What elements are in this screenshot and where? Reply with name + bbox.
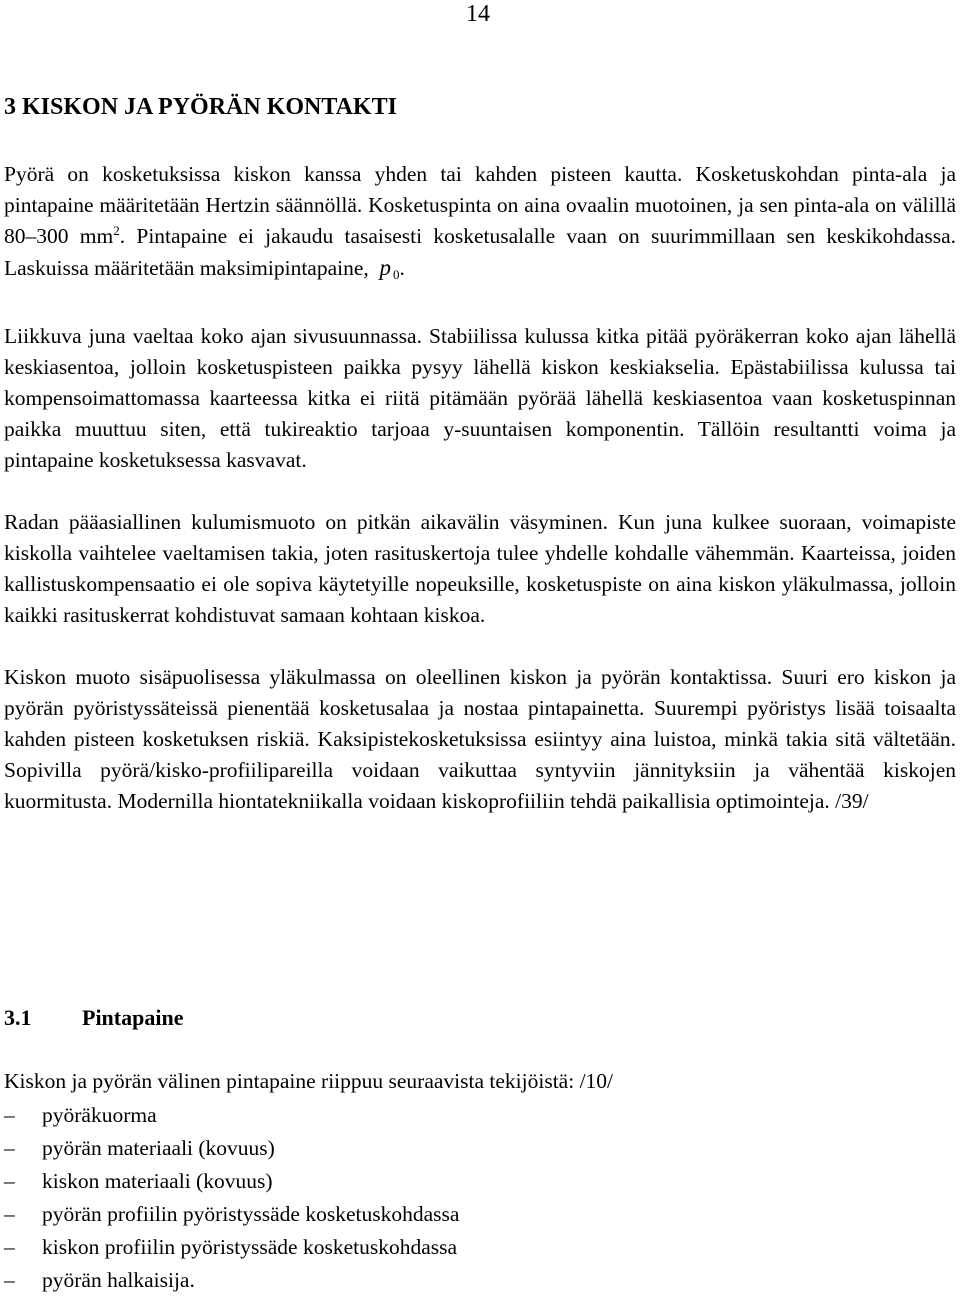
section-title: Pintapaine — [82, 1005, 184, 1030]
list-item — [4, 1231, 459, 1264]
section-number: 3.1 — [4, 1005, 32, 1030]
dash-bullet: – — [4, 1103, 15, 1127]
paragraph-contact — [4, 159, 956, 290]
list-item-text: kiskon materiaali (kovuus) — [42, 1169, 273, 1193]
dash-bullet: – — [4, 1169, 15, 1193]
dash-bullet: – — [4, 1202, 15, 1226]
paragraph-rail-shape: Kiskon muoto sisäpuolisessa yläkulmassa on oleellinen kiskon ja pyörän kontaktissa. Suuri ero kiskon ja pyörän pyöristyssäteissä pienentää kosketusalaa ja nostaa pintapainetta. Suurempi pyöristys lisää toisaalta kahden pisteen kosketuksen riskiä. Kaksipistekosketuksissa esiintyy aina luistoa, minkä takia sitä vältetään. Sopivilla pyörä/kisko-profiilipareilla voidaan vaikuttaa syntyviin jännityksiin ja vähentää kiskojen kuormitusta. Modernilla hiontatekniikalla voidaan kiskoprofiiliin tehdä paikallisia optimointeja. /39/ — [4, 665, 956, 813]
list-item-text: pyörän materiaali (kovuus) — [42, 1136, 275, 1160]
list-item — [4, 1099, 459, 1132]
paragraph-contact-text-1: Pyörä on kosketuksissa kiskon kanssa yhden tai kahden pisteen kautta. Kosketuskohdan pinta-ala ja pintapaine määritetään Hertzin säännöllä. Kosketuspinta on aina ovaalin muotoinen, ja sen pinta-ala on välillä 80–300 mm — [4, 162, 956, 248]
dash-bullet: – — [4, 1235, 15, 1259]
factor-list — [4, 1099, 459, 1297]
list-item — [4, 1198, 459, 1231]
paragraph-contact-text-2: . Pintapaine ei jakaudu tasaisesti kosketusalalle vaan on suurimmillaan sen keskikohdassa. Laskuissa määritetään maksimipintapaine, — [4, 224, 956, 280]
body-text — [4, 159, 956, 817]
list-item — [4, 1132, 459, 1165]
dash-bullet: – — [4, 1136, 15, 1160]
paragraph-hunting: Liikkuva juna vaeltaa koko ajan sivusuunnassa. Stabiilissa kulussa kitka pitää pyöräkerran koko ajan lähellä keskiasentoa, jolloin kosketuspisteen paikka pysyy lähellä kiskon keskiakselia. Epästabiilissa kulussa tai kompensoimattomassa kaarteessa kitka ei riitä pitämään pyörää lähellä keskiasentoa vaan kosketuspinnan paikka muuttuu siten, että tukireaktio tarjoaa y-suuntaisen komponentin. Tällöin resultantti voima ja pintapaine kosketuksessa kasvavat. — [4, 324, 956, 472]
paragraph-wear: Radan pääasiallinen kulumismuoto on pitkän aikavälin väsyminen. Kun juna kulkee suoraan, voimapiste kiskolla vaihtelee vaeltamisen takia, joten rasituskertoja tulee yhdelle kohdalle vähemmän. Kaarteissa, joiden kallistuskompensaatio ei ole sopiva käytetyille nopeuksille, kosketuspiste on aina kiskon yläkulmassa, jolloin kaikki rasituskerrat kohdistuvat samaan kohtaan kiskoa. — [4, 510, 956, 627]
list-item — [4, 1165, 459, 1198]
dash-bullet: – — [4, 1268, 15, 1292]
list-item-text: pyöräkuorma — [42, 1103, 157, 1127]
list-item — [4, 1264, 459, 1297]
superscript-2: 2 — [113, 223, 120, 238]
math-subscript-0: 0 — [393, 267, 400, 282]
list-item-text: kiskon profiilin pyöristyssäde kosketuskohdassa — [42, 1235, 458, 1259]
chapter-heading: 3 KISKON JA PYÖRÄN KONTAKTI — [4, 94, 397, 120]
list-item-text: pyörän halkaisija. — [42, 1268, 195, 1292]
list-item-text: pyörän profiilin pyöristyssäde kosketuskohdassa — [42, 1202, 460, 1226]
list-intro: Kiskon ja pyörän välinen pintapaine riippuu seuraavista tekijöistä: /10/ — [4, 1069, 614, 1093]
paragraph-contact-end: . — [399, 256, 405, 280]
section-heading — [4, 1003, 183, 1033]
page-number: 14 — [466, 1, 490, 27]
math-symbol-p: p — [379, 255, 392, 280]
